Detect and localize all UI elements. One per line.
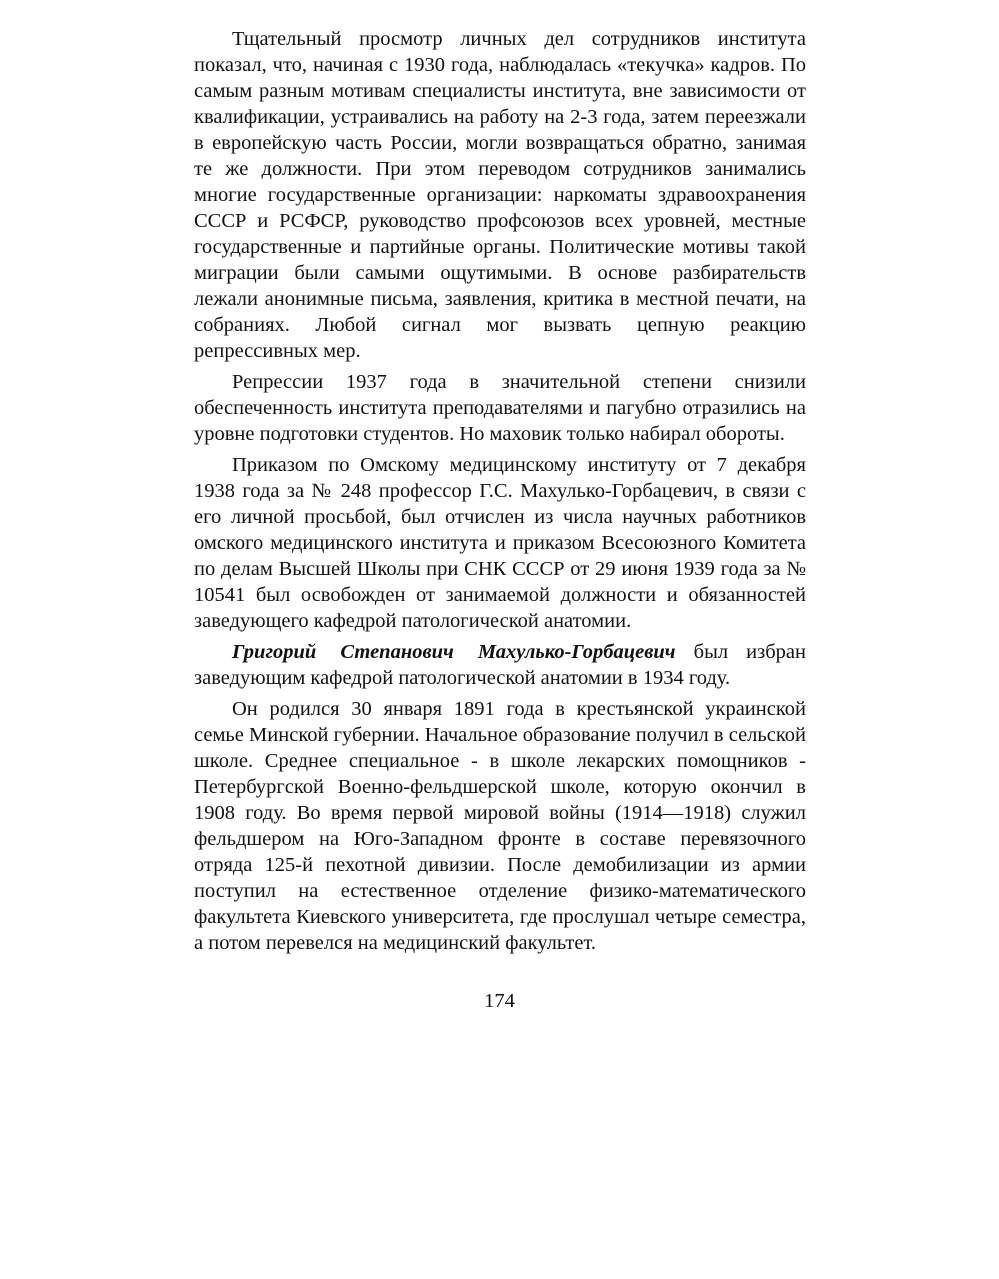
person-name: Григорий Степанович Махулько-Горбацевич (232, 641, 676, 663)
paragraph-biography-early-life: Он родился 30 января 1891 года в крестьянской украинской семье Минской губернии. Начальное образование получил в сельской школе. Среднее специальное - в школе лекарских помощников - Петербургской Военно-фельдшерской школе, которую окончил в 1908 году. Во время первой мировой войны (1914—1918) служил фельдшером на Юго-Западном фронте в составе перевязочного отряда 125-й пехотной дивизии. После демобилизации из армии поступил на естественное отделение физико-математического факультета Киевского университета, где прослушал четыре семестра, а потом перевелся на медицинский факультет. (194, 698, 806, 954)
paragraph-repressions-1937: Репрессии 1937 года в значительной степени снизили обеспеченность института преподавателями и пагубно отразились на уровне подготовки студентов. Но маховик только набирал обороты. (194, 371, 806, 445)
page-body (194, 26, 806, 961)
paragraph-dismissal-order: Приказом по Омскому медицинскому институту от 7 декабря 1938 года за № 248 профессор Г.С. Махулько-Горбацевич, в связи с его личной просьбой, был отчислен из числа научных работников омского медицинского института и приказом Всесоюзного Комитета по делам Высшей Школы при СНК СССР от 29 июня 1939 года за № 10541 был освобожден от занимаемой должности и обязанностей заведующего кафедрой патологической анатомии. (194, 454, 806, 632)
paragraph-staff-turnover: Тщательный просмотр личных дел сотрудников института показал, что, начиная с 1930 года, наблюдалась «текучка» кадров. По самым разным мотивам специалисты института, вне зависимости от квалификации, устраивались на работу на 2-3 года, затем переезжали в европейскую часть России, могли возвращаться обратно, занимая те же должности. При этом переводом сотрудников занимались многие государственные организации: наркоматы здравоохранения СССР и РСФСР, руководство профсоюзов всех уровней, местные государственные и партийные органы. Политические мотивы такой миграции были самыми ощутимыми. В основе разбирательств лежали анонимные письма, заявления, критика в местной печати, на собраниях. Любой сигнал мог вызвать цепную реакцию репрессивных мер. (194, 28, 806, 362)
paragraph-biography-intro (194, 639, 806, 691)
page-number: 174 (484, 990, 515, 1012)
biography-intro-text: был избран заведующим кафедрой патологической анатомии в 1934 году. (194, 641, 806, 689)
